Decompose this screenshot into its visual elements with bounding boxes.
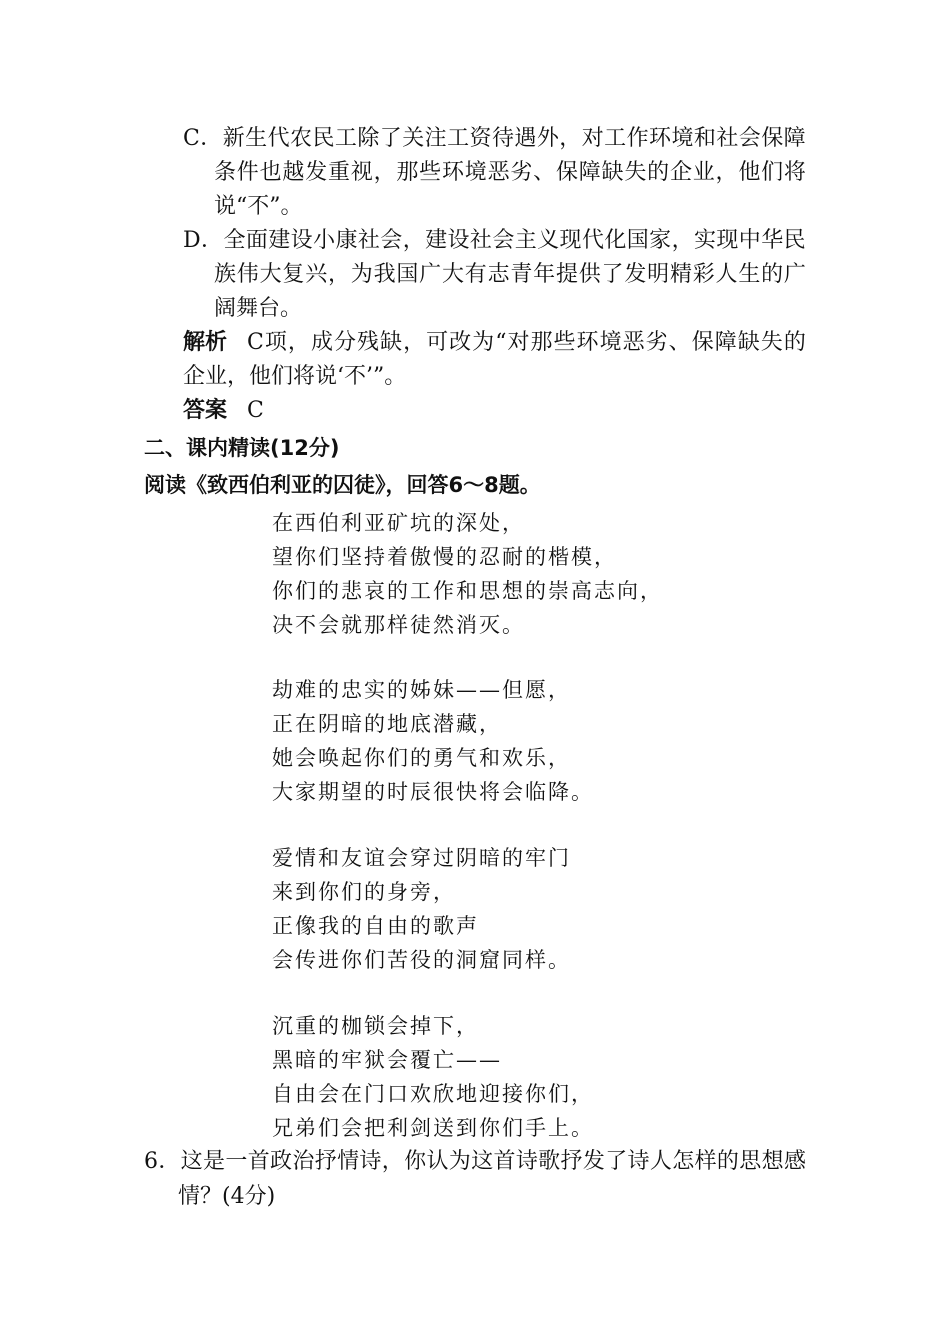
poem-line: 兄弟们会把利剑送到你们手上。	[272, 1116, 594, 1140]
option-d-line-1: D ． 全 面 建 设 小 康 社 会 ， 建 设 社 会 主 义 现 代 化 国 家 ， 实 现 中 华 民	[183, 228, 806, 253]
answer-value: C	[247, 398, 264, 423]
analysis-text-1: C 项 ， 成 分 残 缺 ， 可 改 为 “ 对 那 些 环 境 恶 劣 、 保 障 缺 失 的	[247, 330, 806, 355]
option-c-line-2: 条 件 也 越 发 重 视 ， 那 些 环 境 恶 劣 、 保 障 缺 失 的 企 业 ， 他 们 将	[214, 160, 806, 185]
poem-line: 会传进你们苦役的洞窟同样。	[272, 948, 571, 972]
option-c-line-3: 说“不”。	[214, 194, 303, 219]
option-d-line-3: 阔舞台。	[214, 296, 303, 321]
poem-line: 在西伯利亚矿坑的深处，	[272, 511, 525, 535]
poem-line: 沉重的枷锁会掉下，	[272, 1014, 479, 1038]
poem-line: 你们的悲哀的工作和思想的崇高志向，	[272, 579, 663, 603]
question-6-line-2: 情？(4分)	[178, 1184, 276, 1209]
poem-line: 黑暗的牢狱会覆亡——	[272, 1048, 502, 1072]
poem-line: 大家期望的时辰很快将会临降。	[272, 780, 594, 804]
answer-line	[183, 394, 264, 428]
analysis-text-2: 企业，他们将说‘不’”。	[183, 364, 407, 389]
analysis-label: 解析	[183, 330, 228, 355]
poem-line: 自由会在门口欢欣地迎接你们，	[272, 1082, 594, 1106]
section-instruction: 阅读《致西伯利亚的囚徒》，回答6～8题。	[144, 473, 541, 497]
poem-line: 决不会就那样徒然消灭。	[272, 613, 525, 637]
section-heading: 二、课内精读(12分)	[144, 436, 340, 460]
option-c-line-1: C ． 新 生 代 农 民 工 除 了 关 注 工 资 待 遇 外 ， 对 工 作 环 境 和 社 会 保 障	[183, 126, 806, 151]
poem-line: 望你们坚持着傲慢的忍耐的楷模，	[272, 545, 617, 569]
analysis-line-1	[183, 326, 806, 360]
poem-line: 她会唤起你们的勇气和欢乐，	[272, 746, 571, 770]
poem-line: 劫难的忠实的姊妹——但愿，	[272, 678, 571, 702]
poem-line: 正像我的自由的歌声	[272, 914, 479, 938]
answer-label: 答案	[183, 398, 228, 423]
poem-line: 来到你们的身旁，	[272, 880, 456, 904]
question-6-line-1: 6 ． 这 是 一 首 政 治 抒 情 诗 ， 你 认 为 这 首 诗 歌 抒 发 了 诗 人 怎 样 的 思 想 感	[144, 1149, 806, 1174]
poem-line: 正在阴暗的地底潜藏，	[272, 712, 502, 736]
option-d-line-2: 族 伟 大 复 兴 ， 为 我 国 广 大 有 志 青 年 提 供 了 发 明 精 彩 人 生 的 广	[214, 262, 806, 287]
poem-line: 爱情和友谊会穿过阴暗的牢门	[272, 846, 571, 870]
